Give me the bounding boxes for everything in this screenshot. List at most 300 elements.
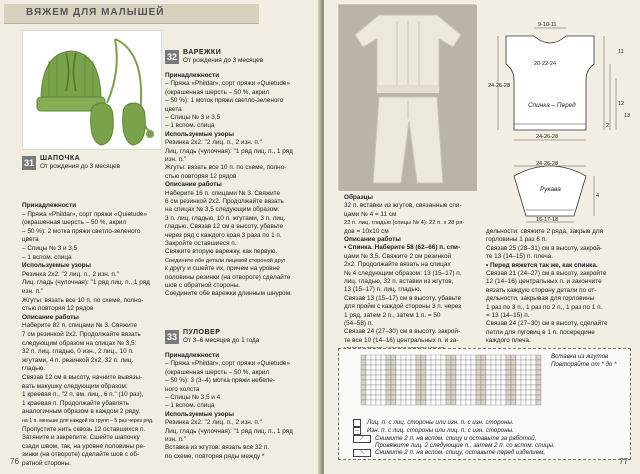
chart-cell: [521, 365, 526, 370]
chart-cell: [416, 365, 421, 370]
chart-cell: [401, 375, 406, 380]
chart-cell: [426, 355, 431, 360]
chart-cell: [416, 375, 421, 380]
pullover-age: От 3–6 месяцев до 1 года: [183, 337, 260, 344]
chart-cell: [426, 390, 431, 395]
chart-cell: [411, 370, 416, 375]
chart-cell: [396, 385, 401, 390]
chart-cell: [441, 365, 446, 370]
chart-cell: [406, 385, 411, 390]
chart-cell: [416, 355, 421, 360]
chart-cell: [506, 365, 511, 370]
chart-cell: [501, 390, 506, 395]
chart-cell: [391, 360, 396, 365]
chart-cell: [471, 380, 476, 385]
chart-cell: [451, 400, 456, 405]
chart-cell: [386, 365, 391, 370]
text-line: 32 п. вставки из жгутов, связанные спи-: [344, 202, 462, 210]
chart-cell: [381, 355, 386, 360]
chart-cell: [361, 370, 366, 375]
chart-cell: [496, 370, 501, 375]
chart-cell: [511, 400, 516, 405]
text-line: 1 ряд, затем 2 п., затем 1 п. = 50: [344, 311, 441, 319]
chart-cell: [441, 385, 446, 390]
chart-cell: [391, 365, 396, 370]
text-line: Принадлежности: [165, 352, 220, 359]
cable-chart: [338, 348, 631, 460]
chart-cell: [406, 365, 411, 370]
chart-cell: [511, 355, 516, 360]
chart-cell: [416, 385, 421, 390]
chart-cell: [441, 400, 446, 405]
text-line: Лиц. гладь (чулочная): "1 ряд лиц. п., 1 ряд: [22, 279, 150, 287]
text-line: 3 п. лиц. гладью, 10 п. жгутами, 3 п. лиц.: [165, 214, 286, 222]
chart-cell: [451, 390, 456, 395]
dim-label: 9-10-11: [538, 22, 557, 28]
chart-note: Вставка из жгутов: [551, 353, 609, 360]
legend-symbol-cable-front: ⟍: [353, 449, 371, 457]
chart-cell: [481, 365, 486, 370]
chart-cell: [401, 355, 406, 360]
chart-cell: [516, 375, 521, 380]
chart-cell: [406, 380, 411, 385]
text-line: 2х2. Продолжайте вязать на спицах: [344, 261, 451, 269]
chart-cell: [431, 365, 436, 370]
chart-cell: [466, 400, 471, 405]
chart-cell: [451, 395, 456, 400]
chart-cell: [486, 380, 491, 385]
text-line: Используемые узоры: [165, 410, 234, 418]
chart-cell: [426, 385, 431, 390]
chart-cell: [516, 365, 521, 370]
chart-cell: [391, 355, 396, 360]
chart-cell: [376, 385, 381, 390]
chart-cell: [391, 385, 396, 390]
pullover-title: ПУЛОВЕР: [183, 329, 221, 336]
text-line: изн. п.": [22, 288, 44, 295]
chart-cell: [511, 375, 516, 380]
chart-cell: [366, 390, 371, 395]
text-line: цвета: [22, 236, 39, 244]
chart-cell: [461, 375, 466, 380]
chart-cell: [496, 395, 501, 400]
text-line: Связав 21 (24–27) см в высоту, закройте: [486, 270, 607, 277]
text-line: • Перед вяжется так же, как спинка.: [486, 261, 598, 269]
chart-cell: [391, 380, 396, 385]
chart-cell: [461, 390, 466, 395]
chart-cell: [481, 380, 486, 385]
text-line: Резинка 2х2: "2 лиц. п., 2 изн. п.": [22, 270, 119, 278]
chart-cell: [421, 360, 426, 365]
chart-cell: [491, 360, 496, 365]
chart-cell: [516, 385, 521, 390]
text-line: Связав 24 (27–30) см в высоту, закрой-: [344, 328, 461, 336]
chart-cell: [481, 395, 486, 400]
chart-cell: [411, 360, 416, 365]
chart-cell: [381, 370, 386, 375]
chart-cell: [456, 395, 461, 400]
chart-cell: [481, 375, 486, 380]
chart-cell: [371, 355, 376, 360]
chart-cell: [371, 390, 376, 395]
pattern-number-badge: 32: [166, 52, 177, 62]
chart-cell: [371, 360, 376, 365]
chart-cell: [411, 365, 416, 370]
chart-cell: [401, 380, 406, 385]
text-line: – 50 %): 2 мотка пряжи светло-зеленого: [22, 227, 141, 235]
chart-cell: [536, 375, 541, 380]
chart-cell: [421, 370, 426, 375]
chart-cell: [506, 380, 511, 385]
chart-cell: [431, 395, 436, 400]
chart-cell: [431, 370, 436, 375]
chart-cell: [526, 400, 531, 405]
legend-text: Снимите 2 п. на вспом. спицу, оставьте перед изделием,: [375, 449, 546, 456]
text-line: 1 краевая п. Продолжайте убавлять: [22, 399, 129, 407]
chart-cell: [521, 370, 526, 375]
text-line: те 13 (14–15) п. плеча.: [486, 253, 554, 261]
chart-cell: [411, 390, 416, 395]
dim-label: 24-26-28: [488, 83, 511, 89]
text-line: Образцы: [344, 194, 374, 201]
text-line: – Спицы № 3 и 3,5: [165, 114, 221, 121]
chart-cell: [361, 355, 366, 360]
chart-cell: [456, 370, 461, 375]
chart-cell: [386, 390, 391, 395]
text-line: • Спинка. Наберите 58 (62–66) п. спи-: [344, 244, 461, 252]
text-line: по схеме, повторяя ряды между *: [165, 452, 265, 460]
text-line: стью повторяя 12 рядов: [165, 172, 237, 180]
chart-cell: [436, 400, 441, 405]
chart-cell: [431, 360, 436, 365]
chart-cell: [516, 395, 521, 400]
text-line: 1 креевая п., "2 п. вм. лиц., 6 п." (10 раз),: [22, 391, 144, 399]
chart-cell: [506, 395, 511, 400]
chart-cell: [476, 395, 481, 400]
text-line: Жгуты: вязать все 10 п. по схеме, полно-: [165, 164, 287, 172]
text-line: – 50 %): 1 моток пряжи светло-зеленого: [165, 97, 284, 105]
chart-cell: [366, 360, 371, 365]
chart-cell: [531, 370, 536, 375]
chart-cell: [441, 355, 446, 360]
chart-cell: [491, 370, 496, 375]
chart-cell: [401, 390, 406, 395]
page-number: 76: [10, 457, 19, 466]
chart-cell: [371, 365, 376, 370]
chart-cell: [526, 370, 531, 375]
chart-cell: [411, 395, 416, 400]
chart-cell: [466, 395, 471, 400]
text-line: Резинка 2х2: "2 лиц. п., 2 изн. п.": [165, 139, 262, 147]
text-line: Принадлежности: [22, 202, 77, 209]
chart-cell: [371, 375, 376, 380]
text-line: на 1 п. меньше для каждой из групп – 5 раз через ряд.: [22, 418, 154, 424]
legend-symbol-cable-back: ⟋: [353, 435, 371, 443]
text-line: – Спицы № 3,5 и 4: [165, 394, 221, 401]
chart-cell: [366, 380, 371, 385]
chart-cell: [451, 380, 456, 385]
chart-cell: [441, 360, 446, 365]
chart-cell: [361, 385, 366, 390]
chart-cell: [396, 375, 401, 380]
chart-cell: [361, 400, 366, 405]
chart-cell: [531, 365, 536, 370]
chart-cell: [371, 395, 376, 400]
text-line: Описание работы: [344, 236, 401, 243]
chart-cell: [471, 385, 476, 390]
text-line: Описание работы: [22, 313, 79, 321]
chart-cell: [501, 355, 506, 360]
chart-cell: [526, 390, 531, 395]
chart-cell: [521, 380, 526, 385]
chart-cell: [491, 400, 496, 405]
chart-cell: [426, 395, 431, 400]
text-line: Свяжите вторую варежку, как первую.: [165, 248, 278, 256]
chart-cell: [491, 395, 496, 400]
text-line: – 1 вспом. спица: [165, 402, 215, 410]
legend-text: Провяжите лиц. 2 следующие п., затем 2 п. со вспом. спицы.: [375, 442, 555, 449]
chart-cell: [421, 385, 426, 390]
chart-cell: [526, 365, 531, 370]
text-line: для пройм с каждой стороны 3 п. через: [344, 303, 462, 311]
chart-cell: [516, 390, 521, 395]
chart-cell: [431, 385, 436, 390]
chart-cell: [421, 380, 426, 385]
chart-cell: [451, 375, 456, 380]
sleeve-label: Рукава: [540, 186, 561, 193]
text-line: горловины 1 раз 6 п.: [486, 236, 547, 244]
text-line: Принадлежности: [165, 72, 220, 79]
chart-cell: [526, 355, 531, 360]
text-line: вать макушку следующим образом:: [22, 382, 128, 390]
chart-cell: [506, 370, 511, 375]
chart-cell: [386, 355, 391, 360]
chart-cell: [511, 385, 516, 390]
chart-cell: [476, 390, 481, 395]
text-line: Лиц. гладь (чулочная): "1 ряд лиц. п., 1 ряд: [165, 147, 293, 155]
chart-cell: [461, 385, 466, 390]
legend-text: Снимите 2 п. на вспом. спицу и оставьте за работой,: [375, 435, 537, 442]
chart-cell: [476, 375, 481, 380]
text-line: 12 (14–16) центральных п. и закончите: [486, 278, 602, 286]
chart-cell: [531, 400, 536, 405]
chart-cell: [506, 360, 511, 365]
chart-cell: [526, 375, 531, 380]
chart-cell: [486, 365, 491, 370]
chart-cell: [366, 355, 371, 360]
chart-cell: [366, 375, 371, 380]
chart-cell: [431, 375, 436, 380]
chart-cell: [446, 360, 451, 365]
chart-cell: [366, 370, 371, 375]
chart-cell: [501, 365, 506, 370]
chart-cell: [526, 395, 531, 400]
chart-cell: [381, 360, 386, 365]
mittens-title: ВАРЕЖКИ: [183, 49, 222, 56]
chart-cell: [376, 400, 381, 405]
text-line: Соедините обе детали лицевой стороной друг: [165, 257, 286, 264]
text-line: каждого плеча.: [486, 337, 531, 345]
text-line: Наберите 82 п. спицами № 3. Свяжите: [22, 322, 138, 330]
chart-cell: [536, 395, 541, 400]
chart-cell: [446, 370, 451, 375]
text-line: 6 см резинкой 2х2. Продолжайте вязать: [165, 198, 284, 205]
chart-cell: [436, 380, 441, 385]
text-line: Жгуты: вязать все 10 п. по схеме, полно-: [22, 296, 144, 304]
chart-cell: [446, 390, 451, 395]
chart-cell: [471, 395, 476, 400]
chart-cell: [501, 360, 506, 365]
text-line: Связав 13 (15–17) см в высоту, убавьте: [344, 294, 462, 302]
chart-cell: [411, 380, 416, 385]
chart-cell: [441, 370, 446, 375]
chart-cell: [451, 355, 456, 360]
chart-cell: [406, 355, 411, 360]
chart-cell: [486, 400, 491, 405]
chart-cell: [391, 375, 396, 380]
chart-cell: [401, 395, 406, 400]
text-line: ратной стороны.: [22, 460, 71, 467]
chart-cell: [396, 380, 401, 385]
chart-cell: [396, 395, 401, 400]
chart-cell: [371, 385, 376, 390]
chart-cell: [406, 400, 411, 405]
chart-cell: [511, 370, 516, 375]
chart-cell: [461, 400, 466, 405]
text-line: стью повторяя 12 рядов: [22, 305, 94, 313]
chart-cell: [531, 385, 536, 390]
chart-cell: [436, 385, 441, 390]
chart-cell: [386, 360, 391, 365]
chart-cell: [371, 370, 376, 375]
chart-cell: [436, 390, 441, 395]
chart-cell: [531, 375, 536, 380]
chart-cell: [421, 355, 426, 360]
text-line: те все 10 (14–16) центральных п. и за-: [344, 336, 459, 344]
chart-cell: [416, 370, 421, 375]
chart-cell: [521, 355, 526, 360]
text-line: цами № 3,5. Свяжите 2 см резинкой: [344, 252, 452, 260]
chart-cell: [466, 385, 471, 390]
chart-cell: [461, 380, 466, 385]
text-line: – Спицы № 3 и 3,5: [22, 245, 78, 252]
chart-cell: [416, 360, 421, 365]
chart-cell: [386, 400, 391, 405]
chart-cell: [466, 360, 471, 365]
chart-cell: [481, 370, 486, 375]
chart-cell: [501, 395, 506, 400]
chart-cell: [481, 400, 486, 405]
chart-cell: [471, 365, 476, 370]
chart-cell: [376, 355, 381, 360]
page-number: 77: [619, 457, 628, 466]
text-line: аналогичным образом в каждом 2 ряду,: [22, 408, 141, 416]
chart-cell: [461, 365, 466, 370]
text-line: лиц. гладью, 32 п. вставки из жгутов,: [344, 278, 454, 285]
text-line: дельности, закрывая для горловины: [486, 295, 595, 303]
text-line: Вставка из жгутов: вязать все 32 п.: [165, 444, 270, 452]
chart-cell: [381, 400, 386, 405]
chart-cell: [521, 400, 526, 405]
chart-cell: [386, 380, 391, 385]
chart-cell: [406, 360, 411, 365]
text-line: – Пряжа «Phildar», сорт пряжи «Quietude»: [165, 360, 291, 368]
chart-cell: [521, 385, 526, 390]
chart-cell: [506, 375, 511, 380]
chart-cell: [511, 395, 516, 400]
chart-cell: [466, 390, 471, 395]
text-line: Резинка 2х2: "2 лиц. п., 2 изн. п.": [165, 419, 262, 427]
text-line: (окрашенная шерсть – 50 %, акрил: [165, 88, 270, 96]
text-line: (окрашенная шерсть – 50 %, акрил: [22, 219, 127, 227]
chart-cell: [441, 390, 446, 395]
text-line: 32 п. лиц. гладью, 0 изн., 2 лиц., 10 п.: [22, 348, 134, 356]
text-line: к другу и сшейте их, причем на уровне: [165, 265, 280, 273]
text-line: через ряд с каждого края 3 раза по 1 п.: [165, 231, 282, 239]
chart-cell: [371, 380, 376, 385]
chart-cell: [536, 370, 541, 375]
chart-cell: [416, 400, 421, 405]
chart-cell: [536, 380, 541, 385]
chart-cell: [421, 395, 426, 400]
dim-label: 16-17-18: [536, 217, 559, 223]
text-line: 1 раз по 3 п., 1 раз по 2 п., 1 раз по 1 п.: [486, 303, 603, 311]
chart-cell: [471, 390, 476, 395]
chart-cell: [511, 390, 516, 395]
chart-cell: [516, 360, 521, 365]
chart-cell: [361, 380, 366, 385]
chart-cell: [396, 355, 401, 360]
mittens-age: От рождения до 3 месяцев: [183, 57, 264, 64]
chart-cell: [361, 390, 366, 395]
chart-cell: [416, 395, 421, 400]
chart-cell: [466, 375, 471, 380]
chart-cell: [456, 360, 461, 365]
text-line: = 13 (14–15) п.: [486, 312, 530, 319]
chart-cell: [471, 375, 476, 380]
chart-cell: [471, 355, 476, 360]
dim-label: 2: [606, 123, 610, 129]
legend-symbol-purl: –: [353, 427, 361, 435]
hat-age: От рождения до 3 месяцев: [40, 163, 121, 170]
chart-cell: [406, 390, 411, 395]
chart-cell: [491, 390, 496, 395]
chart-cell: [386, 395, 391, 400]
text-line: зинки (на отвороте) сделайте шов с об-: [22, 451, 140, 459]
chart-cell: [426, 365, 431, 370]
chart-cell: [381, 365, 386, 370]
chart-cell: [446, 380, 451, 385]
text-line: Затяните и закрепите. Сшейте шапочку: [22, 434, 140, 442]
chart-cell: [536, 385, 541, 390]
text-line: изн. п.": [165, 436, 187, 443]
text-line: Наберите 16 п. спицами № 3. Свяжите: [165, 189, 281, 197]
chart-cell: [441, 380, 446, 385]
chart-cell: [466, 370, 471, 375]
pattern-number-badge: 31: [23, 158, 34, 168]
chart-cell: [421, 400, 426, 405]
chart-cell: [496, 375, 501, 380]
text-line: Используемые узоры: [22, 262, 91, 270]
chart-cell: [446, 365, 451, 370]
chart-cell: [491, 375, 496, 380]
chart-cell: [476, 355, 481, 360]
chart-cell: [456, 365, 461, 370]
chart-cell: [521, 390, 526, 395]
text-line: – 50 %): 3 (3–4) мотка пряжи небеле-: [165, 377, 275, 385]
chart-cell: [496, 400, 501, 405]
chart-cell: [536, 355, 541, 360]
